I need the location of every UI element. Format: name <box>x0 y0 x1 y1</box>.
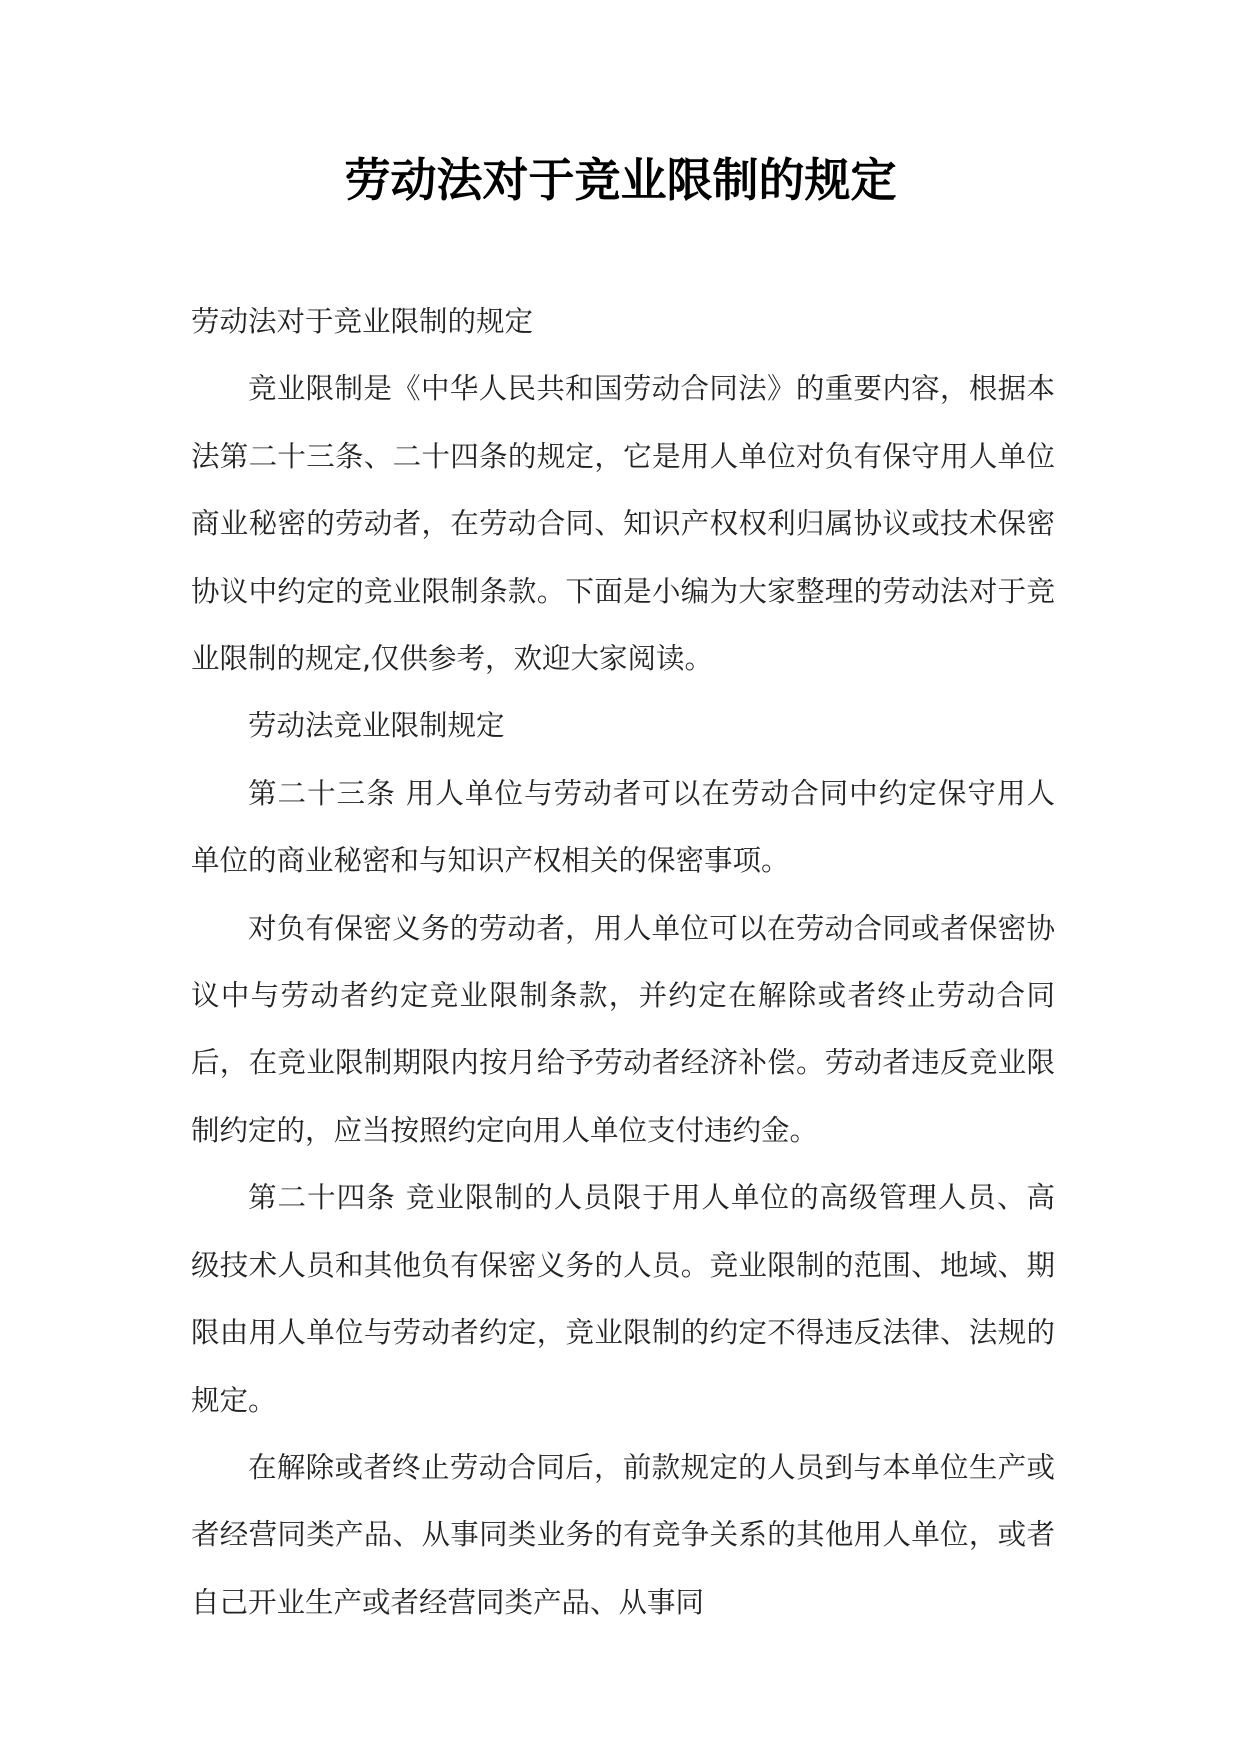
paragraph: 竞业限制是《中华人民共和国劳动合同法》的重要内容，根据本法第二十三条、二十四条的规定，它是用人单位对负有保守用人单位商业秘密的劳动者，在劳动合同、知识产权权利归属协议或技术保密协议中约定的竞业限制条款。下面是小编为大家整理的劳动法对于竞业限制的规定,仅供参考，欢迎大家阅读。 <box>191 372 1055 676</box>
paragraph: 在解除或者终止劳动合同后，前款规定的人员到与本单位生产或者经营同类产品、从事同类业务的有竞争关系的其他用人单位，或者自己开业生产或者经营同类产品、从事同 <box>191 1450 1055 1619</box>
paragraph: 劳动法竞业限制规定 <box>248 709 505 743</box>
paragraph: 劳动法对于竞业限制的规定 <box>191 305 534 338</box>
document-body <box>191 288 1055 1636</box>
paragraph: 对负有保密义务的劳动者，用人单位可以在劳动合同或者保密协议中与劳动者约定竞业限制条款，并约定在解除或者终止劳动合同后，在竞业限制期限内按月给予劳动者经济补偿。劳动者违反竞业限制约定的，应当按照约定向用人单位支付违约金。 <box>191 911 1055 1147</box>
paragraph: 第二十四条 竞业限制的人员限于用人单位的高级管理人员、高级技术人员和其他负有保密义务的人员。竞业限制的范围、地域、期限由用人单位与劳动者约定，竞业限制的约定不得违反法律、法规的规定。 <box>191 1181 1055 1417</box>
paragraph: 第二十三条 用人单位与劳动者可以在劳动合同中约定保守用人单位的商业秘密和与知识产权相关的保密事项。 <box>191 776 1055 878</box>
document-title: 劳动法对于竞业限制的规定 <box>344 153 897 207</box>
